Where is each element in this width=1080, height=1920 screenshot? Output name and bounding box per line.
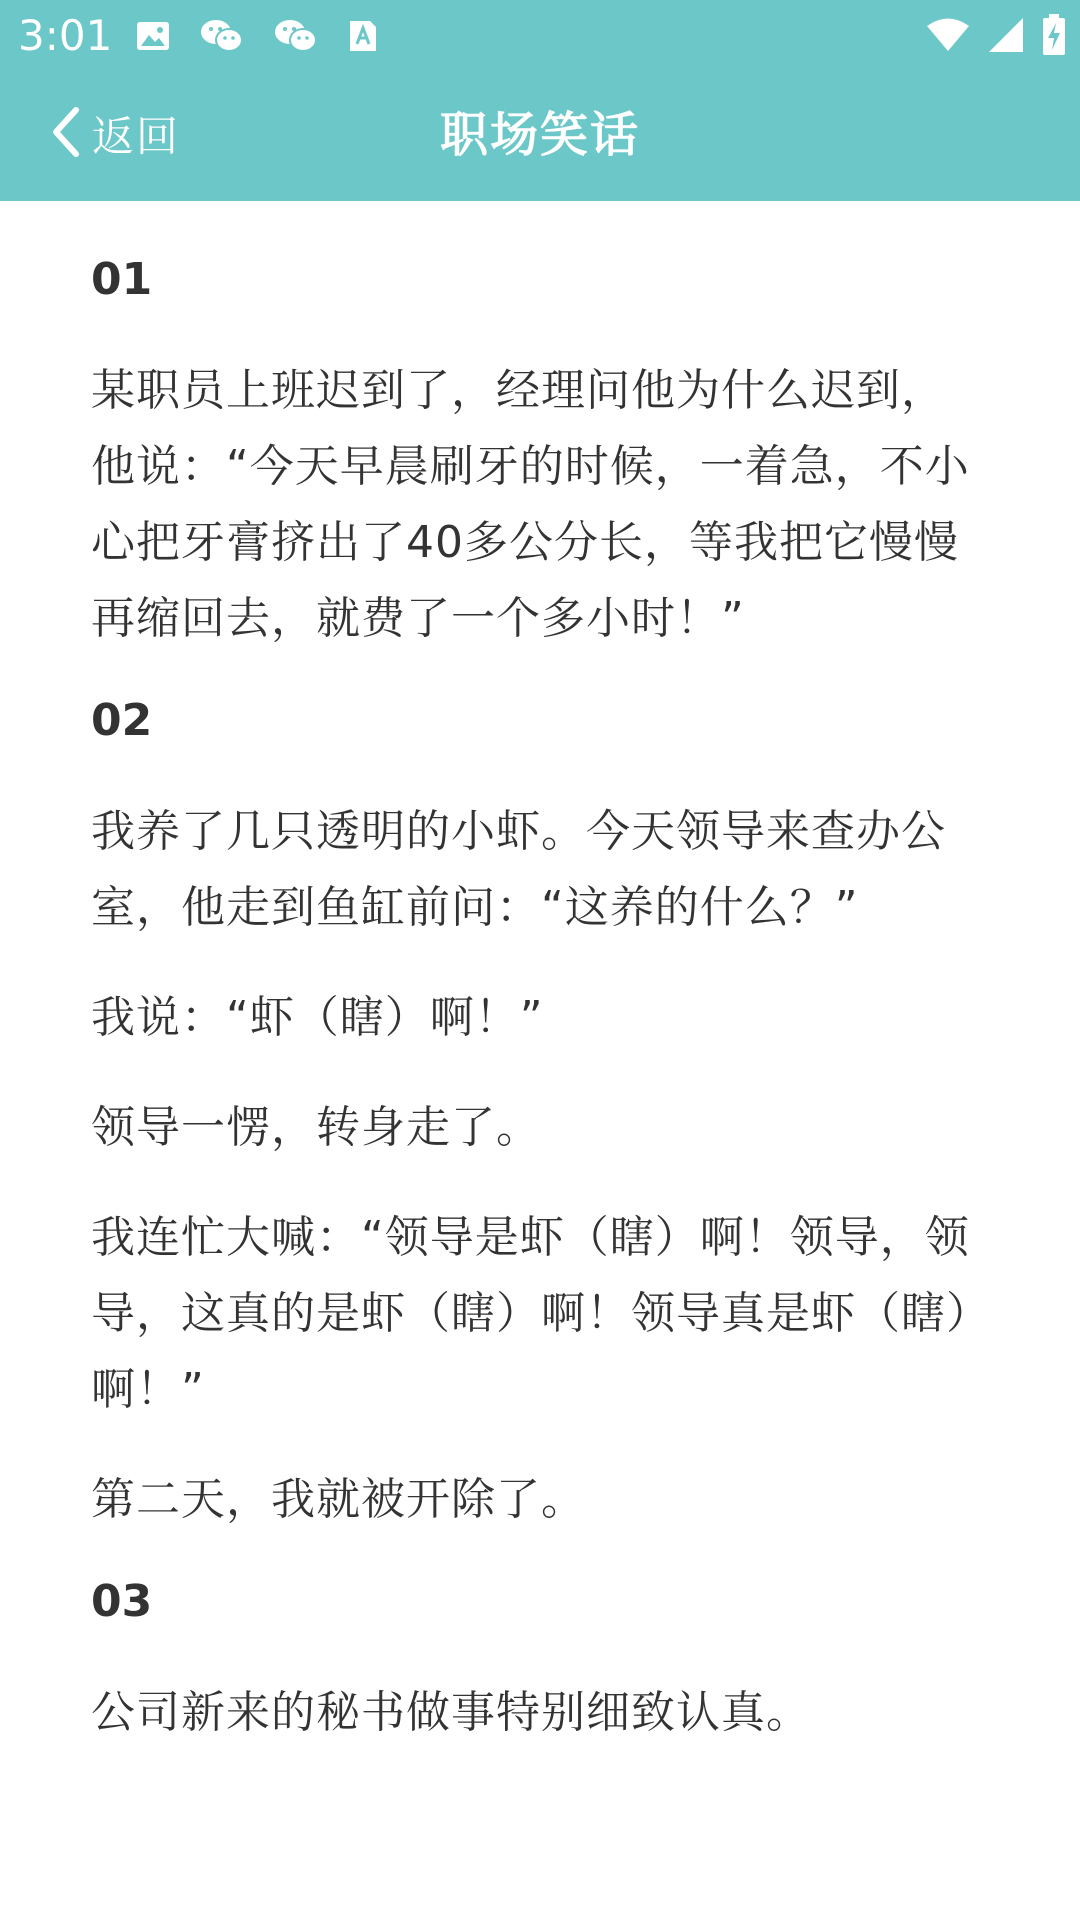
system-icons (926, 14, 1066, 56)
nav-bar (0, 72, 1080, 201)
battery-charging-icon (1042, 14, 1066, 56)
status-time: 3:01 (18, 11, 113, 60)
back-label: 返回 (92, 112, 181, 161)
wechat-icon (200, 18, 244, 54)
paragraph: 某职员上班迟到了，经理问他为什么迟到，他说：“今天早晨刷牙的时候，一着急，不小心把牙膏挤出了40多公分长，等我把它慢慢再缩回去，就费了一个多小时！” (91, 365, 970, 644)
paragraph: 公司新来的秘书做事特别细致认真。 (91, 1687, 811, 1738)
section-number: 01 (91, 254, 153, 305)
notification-icons (136, 16, 378, 56)
paragraph: 领导一愣，转身走了。 (91, 1102, 541, 1153)
section-number: 02 (91, 695, 153, 746)
image-icon (136, 21, 170, 51)
section-number: 03 (91, 1576, 153, 1627)
paragraph: 我养了几只透明的小虾。今天领导来查办公室，他走到鱼缸前问：“这养的什么？” (91, 806, 946, 933)
status-bar (0, 0, 1080, 72)
app-store-icon (348, 19, 378, 53)
paragraph: 我说：“虾（瞎）啊！” (91, 992, 544, 1043)
wechat-icon (274, 18, 318, 54)
wifi-icon (926, 17, 970, 53)
paragraph: 第二天，我就被开除了。 (91, 1474, 586, 1525)
paragraph: 我连忙大喊：“领导是虾（瞎）啊！领导，领导，这真的是虾（瞎）啊！领导真是虾（瞎）啊！” (91, 1212, 970, 1415)
page-title: 职场笑话 (439, 107, 640, 163)
article-content (91, 238, 971, 1785)
signal-icon (988, 17, 1024, 53)
header (0, 0, 1080, 201)
